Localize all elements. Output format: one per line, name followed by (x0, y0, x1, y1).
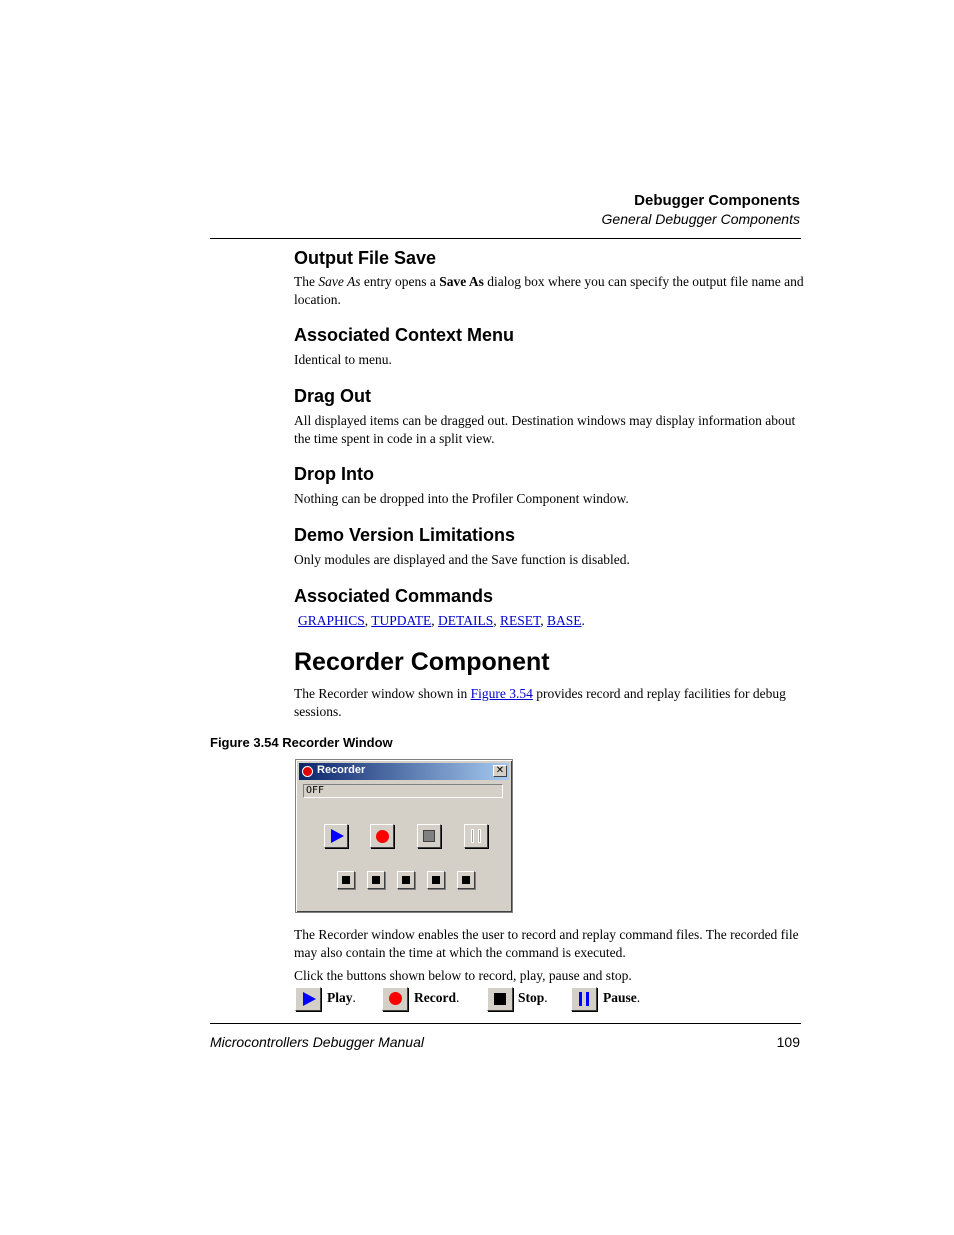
link-reset[interactable]: RESET (499, 613, 541, 628)
section-text-output-file-save: The Save As entry opens a Save As dialog box where you can specify the output file name and location. (294, 274, 804, 307)
pause-button[interactable] (464, 824, 488, 848)
record-icon (389, 992, 402, 1005)
footer-rule (210, 1023, 801, 1024)
page-number: 109 (776, 1034, 800, 1050)
section-heading-associated-commands: Associated Commands (294, 586, 494, 606)
stop-icon (494, 993, 506, 1005)
legend-record-button (382, 987, 408, 1011)
slot-button-5[interactable] (457, 871, 475, 889)
slot-button-1[interactable] (337, 871, 355, 889)
section-heading-drag-out: Drag Out (294, 386, 372, 406)
legend-stop-button (487, 987, 513, 1011)
recorder-titlebar[interactable] (299, 763, 509, 780)
square-icon (342, 876, 350, 884)
header-rule (210, 238, 801, 239)
pause-icon (471, 829, 482, 843)
associated-commands-links: GRAPHICS, TUPDATE, DETAILS, RESET, BASE. (298, 613, 585, 628)
legend-play-button (295, 987, 321, 1011)
recorder-app-icon (302, 766, 313, 777)
legend-stop-label: Stop. (518, 990, 548, 1005)
record-icon (376, 830, 389, 843)
section-heading-output-file-save: Output File Save (294, 248, 437, 268)
close-icon[interactable]: ✕ (493, 765, 507, 777)
link-figure-3-54[interactable]: Figure 3.54 (470, 686, 533, 701)
recorder-window (295, 759, 513, 913)
recorder-status-text: OFF (306, 785, 325, 796)
running-header-subtitle: General Debugger Components (601, 211, 800, 227)
section-heading-context-menu: Associated Context Menu (294, 325, 515, 345)
square-icon (462, 876, 470, 884)
link-tupdate[interactable]: TUPDATE (371, 613, 432, 628)
legend-pause-button (571, 987, 597, 1011)
section-heading-demo-limitations: Demo Version Limitations (294, 525, 516, 545)
section-text-drag-out: All displayed items can be dragged out. Destination windows may display information about the time spent in code in a split view. (294, 413, 796, 446)
recorder-status-field (303, 784, 503, 798)
footer-manual-title: Microcontrollers Debugger Manual (210, 1034, 424, 1050)
recorder-intro: The Recorder window shown in Figure 3.54 provides record and replay facilities for debug sessions. (294, 686, 786, 719)
recorder-description: The Recorder window enables the user to record and replay command files. The recorded file may also contain the time at which the command is executed. (294, 927, 799, 960)
recorder-title: Recorder (317, 764, 366, 776)
legend-play-label: Play. (327, 990, 356, 1005)
record-button[interactable] (370, 824, 394, 848)
running-header-title: Debugger Components (634, 192, 800, 209)
legend-record-label: Record. (414, 990, 460, 1005)
section-text-context-menu: Identical to menu. (294, 352, 392, 367)
slot-button-3[interactable] (397, 871, 415, 889)
stop-button[interactable] (417, 824, 441, 848)
legend-pause-label: Pause. (603, 990, 641, 1005)
link-base[interactable]: BASE (546, 613, 582, 628)
recorder-instructions: Click the buttons shown below to record, play, pause and stop. (294, 968, 632, 983)
play-button[interactable] (324, 824, 348, 848)
section-text-demo-limitations: Only modules are displayed and the Save function is disabled. (294, 552, 630, 567)
square-icon (402, 876, 410, 884)
figure-caption: Figure 3.54 Recorder Window (210, 735, 393, 750)
link-details[interactable]: DETAILS (438, 613, 494, 628)
recorder-component-heading: Recorder Component (294, 648, 550, 676)
slot-button-4[interactable] (427, 871, 445, 889)
square-icon (432, 876, 440, 884)
square-icon (372, 876, 380, 884)
slot-button-2[interactable] (367, 871, 385, 889)
section-text-drop-into: Nothing can be dropped into the Profiler Component window. (294, 491, 629, 506)
play-icon (331, 829, 344, 843)
stop-icon (423, 830, 435, 842)
link-graphics[interactable]: GRAPHICS (298, 613, 365, 628)
section-heading-drop-into: Drop Into (294, 464, 374, 484)
play-icon (303, 992, 316, 1006)
